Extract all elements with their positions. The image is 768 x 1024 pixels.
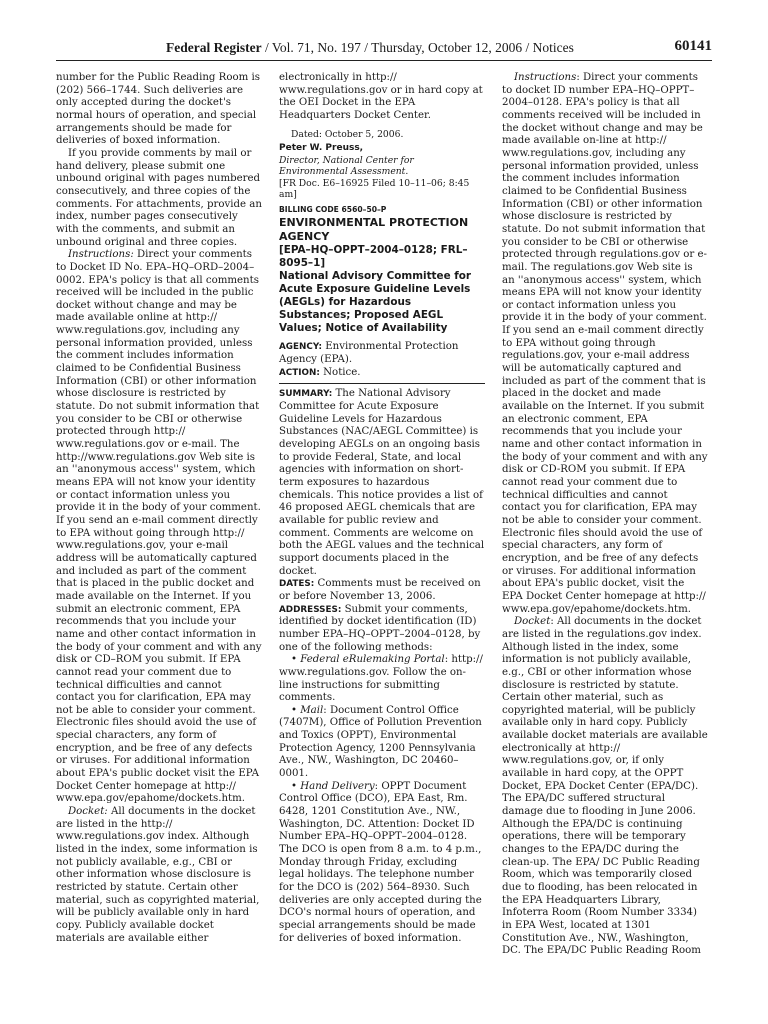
signer-name: Peter W. Preuss, <box>279 143 364 154</box>
action-line <box>279 367 485 380</box>
addresses-text: Submit your comments, identified by docket identification (ID) number EPA–HQ–OPPT–2004–0128, by one of the following methods: <box>279 603 481 653</box>
agency-line <box>279 341 485 366</box>
bullet-mail-label: • Mail <box>291 704 324 716</box>
paragraph: number for the Public Reading Room is (202) 566–1744. Such deliveries are only accepted during the docket's normal hours of operation, and special arrangements should be made for deliveries of boxed information. <box>56 72 260 147</box>
action-label: ACTION: <box>279 367 320 378</box>
docket-heading: [EPA–HQ–OPPT–2004–0128; FRL–8095–1] <box>279 244 468 270</box>
agency-label: AGENCY: <box>279 342 322 353</box>
summary-text: The National Advisory Committee for Acute Exposure Guideline Levels for Hazardous Substances (NAC/AEGL Committee) is developing AEGLs on an ongoing basis to provide Federal, State, and local agencies with information on short-term exposures to hazardous chemicals. This notice provides a list of 46 proposed AEGL chemicals that are available for public review and comment. Comments are welcome on both the AEGL values and the technical support documents placed in the docket. <box>279 388 485 577</box>
agency-heading: ENVIRONMENTAL PROTECTION AGENCY <box>279 216 469 244</box>
docket-label: Docket <box>514 616 551 628</box>
docket-paragraph <box>56 806 262 945</box>
bullet-mail <box>279 705 485 781</box>
docket-text: All documents in the docket are listed in the http:// www.regulations.gov index. Although listed in the index, some information is not publicly available, e.g., CBI or other information whose disclosure is restricted by statute. Certain other material, such as copyrighted material, will be publicly available only in hard copy. Publicly available docket materials are available either <box>56 806 260 944</box>
running-head <box>166 40 574 56</box>
divider <box>279 383 485 384</box>
action-value: Notice. <box>319 366 361 378</box>
bullet-mail-text: : Document Control Office (7407M), Office of Pollution Prevention and Toxics (OPPT), Environmental Protection Agency, 1200 Pennsylvania Ave., NW., Washington, DC 20460–0001. <box>279 704 482 780</box>
dates-text: Comments must be received on or before November 13, 2006. <box>279 578 481 602</box>
page-number: 60141 <box>674 38 712 54</box>
addresses-label: ADDRESSES: <box>279 604 342 615</box>
billing-code: BILLING CODE 6560–50–P <box>279 204 387 214</box>
docket-paragraph <box>502 616 708 958</box>
bullet-hand-delivery-label: • Hand Delivery <box>291 780 375 792</box>
docket-text: : All documents in the docket are listed in the regulations.gov index. Although listed in the index, some information is not publicly available, e.g., CBI or other information whose disclosure is restricted by statute. Certain other material, such as copyrighted material, will be publicly available only in hard copy. Publicly available docket materials are available electronically at http:// www.regulations.gov, or, if only available in hard copy, at the OPPT Docket, EPA Docket Center (EPA/DC). The EPA/DC suffered structural damage due to flooding in June 2006. Although the EPA/DC is continuing operations, there will be temporary changes to the EPA/DC during the clean-up. The EPA/ DC Public Reading Room, which was temporarily closed due to flooding, has been relocated in the EPA Headquarters Library, Infoterra Room (Room Number 3334) in EPA West, located at 1301 Constitution Ave., NW., Washington, DC. The EPA/DC Public Reading Room <box>502 616 708 957</box>
paragraph: If you provide comments by mail or hand delivery, please submit one unbound original with pages numbered consecutively, and three copies of the comments. For attachments, provide an index, number pages consecutively with the comments, and submit an unbound original and three copies. <box>56 147 262 248</box>
dates-paragraph <box>279 578 485 603</box>
bullet-portal-text: : http:// www.regulations.gov. Follow the on-line instructions for submitting comments. <box>279 654 483 704</box>
instructions-text: Direct your comments to Docket ID No. EPA–HQ–ORD–2004–0002. EPA's policy is that all comments received will be included in the public docket without change and may be made available online at http:// www.regulations.gov, including any personal information provided, unless the comment includes information claimed to be Confidential Business Information (CBI) or other information whose disclosure is restricted by statute. Do not submit information that you consider to be CBI or otherwise protected through http:// www.regulations.gov or e-mail. The http://www.regulations.gov Web site is an ''anonymous access'' system, which means EPA will not know your identity or contact information unless you provide it in the body of your comment. If you send an e-mail comment directly to EPA without going through http:// www.regulations.gov, your e-mail address will be automatically captured and included as part of the comment that is placed in the public docket and made available on the Internet. If you submit an electronic comment, EPA recommends that you include your name and other contact information in the body of your comment and with any disk or CD–ROM you submit. If EPA cannot read your comment due to technical difficulties and cannot contact you for clarification, EPA may not be able to consider your comment. Electronic files should avoid the use of special characters, any form of encryption, and be free of any defects or viruses. For additional information about EPA's public docket visit the EPA Docket Center homepage at http:// www.epa.gov/epahome/dockets.htm. <box>56 249 262 805</box>
fr-doc-line: [FR Doc. E6–16925 Filed 10–11–06; 8:45 am] <box>279 177 470 201</box>
addresses-paragraph <box>279 604 485 655</box>
dates-label: DATES: <box>279 579 315 590</box>
instructions-label: Instructions: <box>68 249 134 261</box>
bullet-hand-delivery <box>279 781 485 946</box>
column-middle <box>279 72 485 945</box>
paragraph: electronically in http:// www.regulations.gov or in hard copy at the OEI Docket in the EPA Headquarters Docket Center. <box>279 72 483 121</box>
summary-paragraph <box>279 388 485 578</box>
instructions-text: : Direct your comments to docket ID number EPA–HQ–OPPT–2004–0128. EPA's policy is that all comments received will be included in the docket without change and may be made available on-line at http:// www.regulations.gov, including any personal information provided, unless the comment includes information claimed to be Confidential Business Information (CBI) or other information whose disclosure is restricted by statute. Do not submit information that you consider to be CBI or otherwise protected through regulations.gov or e-mail. The regulations.gov Web site is an ''anonymous access'' system, which means EPA will not know your identity or contact information unless you provide it in the body of your comment. If you send an e-mail comment directly to EPA without going through regulations.gov, your e-mail address will be automatically captured and included as part of the comment that is placed in the docket and made available on the Internet. If you submit an electronic comment, EPA recommends that you include your name and other contact information in the body of your comment and with any disk or CD-ROM you submit. If EPA cannot read your comment due to technical difficulties and cannot contact you for clarification, EPA may not be able to consider your comment. Electronic files should avoid the use of special characters, any form of encryption, and be free of any defects or viruses. For additional information about EPA's public docket, visit the EPA Docket Center homepage at http:// www.epa.gov/epahome/dockets.htm. <box>502 72 708 615</box>
publication-title: Federal Register <box>166 40 262 55</box>
column-left <box>56 72 262 945</box>
page-header <box>56 38 712 61</box>
bullet-hand-delivery-text: : OPPT Document Control Office (DCO), EPA East, Rm. 6428, 1201 Constitution Ave., NW., Washington, DC. Attention: Docket ID Number EPA–HQ–OPPT–2004–0128. The DCO is open from 8 a.m. to 4 p.m., Monday through Friday, excluding legal holidays. The telephone number for the DCO is (202) 564–8930. Such deliveries are only accepted during the DCO's normal hours of operation, and special arrangements should be made for deliveries of boxed information. <box>279 780 482 944</box>
dated-line: Dated: October 5, 2006. <box>291 128 404 140</box>
instructions-paragraph <box>56 249 262 806</box>
bullet-portal-label: • Federal eRulemaking Portal <box>291 654 445 666</box>
column-right <box>502 72 708 958</box>
docket-label: Docket: <box>68 806 108 818</box>
agency-value: Environmental Protection Agency (EPA). <box>279 341 459 366</box>
summary-label: SUMMARY: <box>279 389 333 400</box>
instructions-label: Instructions <box>514 72 577 83</box>
issue-meta: / Vol. 71, No. 197 / Thursday, October 12, 2006 / Notices <box>261 40 574 55</box>
bullet-portal <box>279 654 485 705</box>
signer-title: Director, National Center for Environmental Assessment. <box>279 154 414 178</box>
instructions-paragraph <box>502 72 708 616</box>
notice-title: National Advisory Committee for Acute Exposure Guideline Levels (AEGLs) for Hazardous Substances; Proposed AEGL Values; Notice of Availability <box>279 270 472 335</box>
